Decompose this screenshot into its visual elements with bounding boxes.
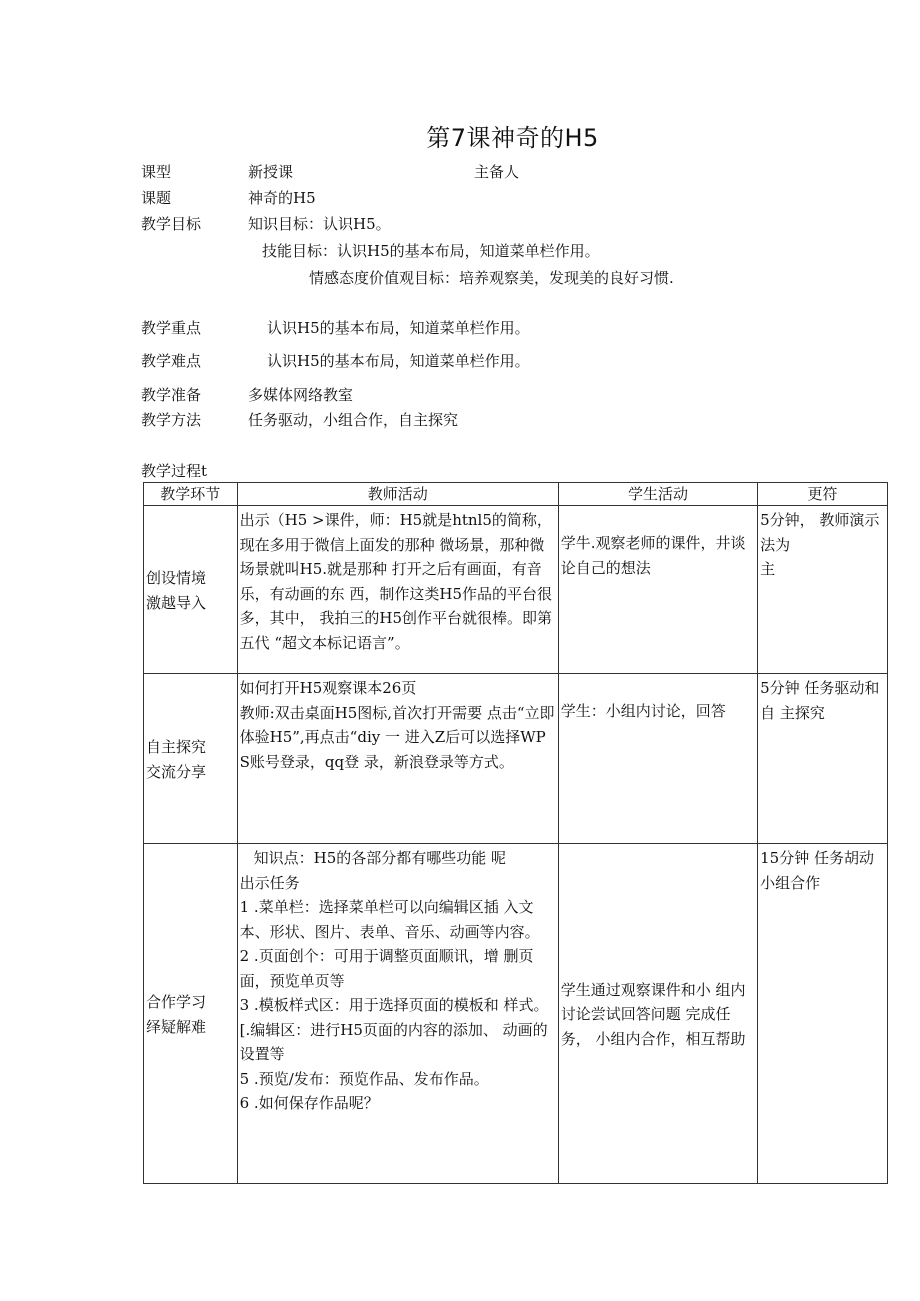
note-line: 5分钟， 教师演示法为: [760, 511, 880, 554]
goal-skill: 技能目标：认识H5的基本布局，知道菜单栏作用。: [262, 242, 600, 260]
stage-line: 激越导入: [146, 593, 207, 612]
note-line: 主: [760, 560, 776, 578]
type-label: 课型: [141, 163, 172, 181]
table-row: [144, 506, 888, 674]
process-label: 教学过程t: [141, 462, 208, 480]
student-cell: [558, 844, 757, 1184]
topic-label: 课题: [141, 189, 172, 207]
stage-line: 绎疑解难: [146, 1017, 207, 1036]
header-stage: 教学环节: [144, 483, 238, 506]
key-value: 认识H5的基本布局，知道菜单栏作用。: [267, 319, 530, 337]
difficulty-value: 认识H5的基本布局，知道菜单栏作用。: [267, 352, 530, 370]
table-row: [144, 844, 888, 1184]
header-student: 学生活动: [558, 483, 757, 506]
teacher-line: 1 .菜单栏：选择菜单栏可以向编辑区插 入文本、形状、图片、表单、音乐、动画等内容。: [239, 898, 540, 941]
method-label: 教学方法: [141, 411, 202, 429]
goal-emotion: 情感态度价值观目标：培养观察美，发现美的良好习惯.: [309, 269, 674, 287]
note-cell: [758, 506, 888, 674]
student-cell: [558, 506, 757, 674]
teacher-line: 出示（H5 >课件，师：H5就是htnl5的简称，现在多用于微信上面发的那种 微场景，那种微场景就叫H5.就是那种 打开之后有画面，有音乐，有动画的东 西，制作这类H5作品的平台很多，其中， 我拍三的H5创作平台就很棒。即第五代 “超文本标记语言”。: [239, 511, 553, 652]
student-cell: [558, 674, 757, 844]
note-cell: [758, 674, 888, 844]
table-row: [144, 674, 888, 844]
goal-knowledge: 知识目标：认识H5。: [248, 215, 391, 233]
teacher-cell: [237, 674, 558, 844]
stage-cell: [144, 506, 238, 674]
student-line: 学生：小组内讨论，回答: [560, 702, 726, 720]
stage-cell: [144, 674, 238, 844]
process-table: [143, 482, 888, 1184]
note-line: 5分钟 任务驱动和自 主探究: [760, 679, 880, 722]
topic-value: 神奇的H5: [248, 189, 316, 207]
teacher-line: 2 .页面创个：可用于调整页面顺讯，增 删页面，预览单页等: [239, 947, 534, 990]
type-value: 新授课: [248, 163, 294, 181]
stage-line: 创设情境: [146, 569, 207, 587]
stage-line: 合作学习: [146, 993, 207, 1011]
header-teacher: 教师活动: [237, 483, 558, 506]
key-label: 教学重点: [141, 319, 202, 337]
teacher-line: 教师:双击桌面H5图标,首次打开需要 点击“立即体验H5”,再点击“diy 一 进入Z后可以选择WPS账号登录，qq登 录，新浪登录等方式。: [239, 703, 555, 771]
teacher-cell: [237, 844, 558, 1184]
prep-label: 教学准备: [141, 386, 202, 404]
teacher-line: 3 .模板样式区：用于选择页面的模板和 样式。: [239, 996, 549, 1014]
teacher-line: 6 .如何保存作品呢？: [239, 1094, 379, 1112]
student-line: 学生通过观察课件和小 组内讨论尝试回答问题 完成任务， 小组内合作，相互帮助: [560, 980, 746, 1048]
teacher-line: [.编辑区：进行H5页面的内容的添加、 动画的设置等: [239, 1020, 548, 1063]
page-title: 第7课神奇的H5: [426, 124, 599, 152]
table-header-row: [144, 483, 888, 506]
goals-label: 教学目标: [141, 215, 202, 233]
teacher-line: 如何打开H5观察课本26页: [239, 679, 417, 697]
note-line: 15分钟 任务胡动 小组合作: [760, 849, 874, 892]
prep-value: 多媒体网络教室: [248, 386, 354, 404]
teacher-line: 出示任务: [239, 873, 300, 892]
teacher-line: 5 .预览/发布：预览作品、发布作品。: [239, 1069, 489, 1088]
method-value: 任务驱动，小组合作，自主探究: [248, 411, 459, 429]
difficulty-label: 教学难点: [141, 352, 202, 370]
teacher-line: 知识点：H5的各部分都有哪些功能 呢: [253, 849, 507, 867]
student-line: 学牛.观察老师的课件，井谈论自己的想法: [560, 534, 746, 577]
stage-line: 交流分享: [146, 762, 207, 781]
note-cell: [758, 844, 888, 1184]
teacher-cell: [237, 506, 558, 674]
header-note: 更符: [758, 483, 888, 506]
stage-cell: [144, 844, 238, 1184]
stage-line: 自主探究: [146, 738, 207, 756]
preparer-label: 主备人: [474, 163, 520, 181]
